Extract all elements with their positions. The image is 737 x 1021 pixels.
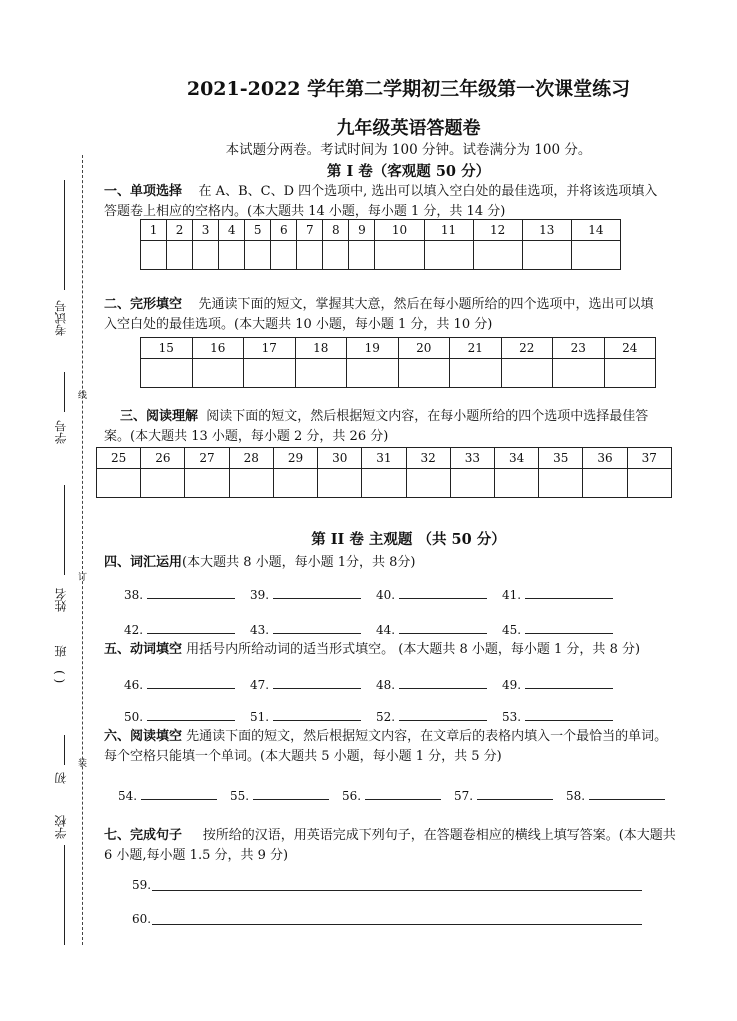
section-4-title: 四、词汇运用 bbox=[104, 555, 183, 570]
binding-dashed-line bbox=[82, 155, 83, 945]
answer-table-3 bbox=[96, 447, 672, 498]
question-number-cell: 26 bbox=[141, 448, 185, 469]
answer-sheet-title: 九年级英语答题卷 bbox=[336, 118, 481, 139]
section-3-instructions bbox=[104, 407, 664, 447]
question-number-cell: 9 bbox=[349, 220, 375, 241]
section-6-title: 六、阅读填空 bbox=[104, 729, 183, 744]
question-number-cell: 3 bbox=[193, 220, 219, 241]
zhuang-char: 装 bbox=[78, 759, 88, 769]
blank-46[interactable]: 46. bbox=[124, 676, 235, 692]
answer-cell[interactable] bbox=[362, 469, 406, 498]
part-two-heading: 第 II 卷 主观题 （共 50 分） bbox=[311, 531, 506, 548]
blank-55[interactable]: 55. bbox=[230, 787, 329, 803]
answer-cell[interactable] bbox=[192, 359, 244, 388]
exam-no-line bbox=[64, 180, 65, 290]
question-number-cell: 18 bbox=[295, 338, 347, 359]
answer-cell[interactable] bbox=[318, 469, 362, 498]
blank-38[interactable]: 38. bbox=[124, 586, 235, 602]
answer-cell[interactable] bbox=[229, 469, 273, 498]
blank-56[interactable]: 56. bbox=[342, 787, 441, 803]
answer-cell[interactable] bbox=[219, 241, 245, 270]
answer-cell[interactable] bbox=[295, 359, 347, 388]
section-6-text: 先通读下面的短文，然后根据短文内容，在文章后的表格内填入一个最恰当的单词。每个空格只能填一个单词。(本大题共 5 小题，每小题 1 分，共 5 分) bbox=[104, 729, 668, 764]
section-2-text: 先通读下面的短文，掌握其大意，然后在每小题所给的四个选项中，选出可以填入空白处的最佳选项。(本大题共 10 小题，每小题 1 分，共 10 分) bbox=[104, 297, 654, 332]
answer-cell[interactable] bbox=[185, 469, 229, 498]
grade-line bbox=[64, 735, 65, 765]
question-number-cell: 30 bbox=[318, 448, 362, 469]
question-number-cell: 23 bbox=[553, 338, 605, 359]
answer-cell[interactable] bbox=[141, 241, 167, 270]
exam-title: 2021-2022 学年第二学期初三年级第一次课堂练习 bbox=[186, 78, 631, 100]
class-paren: ( ) bbox=[52, 670, 66, 684]
question-number-cell: 15 bbox=[141, 338, 193, 359]
question-number-cell: 12 bbox=[473, 220, 522, 241]
answer-cell[interactable] bbox=[627, 469, 671, 498]
line-char: 线 bbox=[78, 391, 88, 401]
question-number-cell: 6 bbox=[271, 220, 297, 241]
question-number-cell: 7 bbox=[297, 220, 323, 241]
blank-51[interactable]: 51. bbox=[250, 708, 361, 724]
question-number-cell: 19 bbox=[347, 338, 399, 359]
answer-cell[interactable] bbox=[424, 241, 473, 270]
question-number-cell: 28 bbox=[229, 448, 273, 469]
answer-cell[interactable] bbox=[273, 469, 317, 498]
exam-info: 本试题分两卷。考试时间为 100 分钟。试卷满分为 100 分。 bbox=[225, 142, 592, 158]
answer-cell[interactable] bbox=[539, 469, 583, 498]
blank-47[interactable]: 47. bbox=[250, 676, 361, 692]
section-1-title: 一、单项选择 bbox=[104, 184, 183, 199]
label-60: 60. bbox=[132, 912, 152, 926]
section-4-text: (本大题共 8 小题，每小题 1分，共 8分) bbox=[182, 555, 416, 570]
blank-53[interactable]: 53. bbox=[502, 708, 613, 724]
question-number-cell: 22 bbox=[501, 338, 553, 359]
question-number-cell: 8 bbox=[323, 220, 349, 241]
part-one-heading: 第 I 卷（客观题 50 分） bbox=[326, 163, 491, 180]
section-5-title: 五、动词填空 bbox=[104, 642, 183, 657]
answer-cell[interactable] bbox=[349, 241, 375, 270]
school-label: 学校 bbox=[54, 815, 68, 839]
answer-cell[interactable] bbox=[141, 359, 193, 388]
exam-no-label: 考试号 bbox=[54, 300, 68, 336]
blank-50[interactable]: 50. bbox=[124, 708, 235, 724]
answer-cell[interactable] bbox=[271, 241, 297, 270]
ding-char: 订 bbox=[78, 573, 88, 583]
question-number-cell: 14 bbox=[571, 220, 620, 241]
question-number-cell: 11 bbox=[424, 220, 473, 241]
question-number-cell: 17 bbox=[244, 338, 296, 359]
answer-table-1 bbox=[140, 219, 621, 270]
blank-41[interactable]: 41. bbox=[502, 586, 613, 602]
blank-43[interactable]: 43. bbox=[250, 621, 361, 637]
blank-58[interactable]: 58. bbox=[566, 787, 665, 803]
blank-45[interactable]: 45. bbox=[502, 621, 613, 637]
name-label: 姓名 bbox=[54, 588, 68, 612]
answer-cell[interactable] bbox=[604, 359, 656, 388]
school-line bbox=[64, 845, 65, 945]
answer-cell[interactable] bbox=[494, 469, 538, 498]
question-number-cell: 2 bbox=[167, 220, 193, 241]
student-no-label: 学号 bbox=[54, 420, 68, 444]
section-2-title: 二、完形填空 bbox=[104, 297, 183, 312]
answer-cell[interactable] bbox=[450, 359, 502, 388]
answer-cell[interactable] bbox=[193, 241, 219, 270]
answer-cell[interactable] bbox=[297, 241, 323, 270]
question-number-cell: 5 bbox=[245, 220, 271, 241]
answer-cell[interactable] bbox=[244, 359, 296, 388]
blank-39[interactable]: 39. bbox=[250, 586, 361, 602]
answer-cell[interactable] bbox=[398, 359, 450, 388]
question-number-cell: 24 bbox=[604, 338, 656, 359]
label-59: 59. bbox=[132, 878, 152, 892]
section-6-instructions bbox=[104, 727, 679, 767]
answer-line-60[interactable] bbox=[152, 924, 642, 925]
answer-cell[interactable] bbox=[553, 359, 605, 388]
class-label: 班 bbox=[54, 645, 68, 657]
question-number-cell: 16 bbox=[192, 338, 244, 359]
question-number-cell: 34 bbox=[494, 448, 538, 469]
answer-cell[interactable] bbox=[97, 469, 141, 498]
question-number-cell: 4 bbox=[219, 220, 245, 241]
blank-57[interactable]: 57. bbox=[454, 787, 553, 803]
section-7-title: 七、完成句子 bbox=[104, 828, 183, 843]
question-number-cell: 29 bbox=[273, 448, 317, 469]
section-3-title: 三、阅读理解 bbox=[120, 409, 199, 424]
blank-44[interactable]: 44. bbox=[376, 621, 487, 637]
section-5-text: 用括号内所给动词的适当形式填空。 (本大题共 8 小题，每小题 1 分，共 8 分) bbox=[186, 642, 641, 657]
grade-label: 初 bbox=[54, 772, 68, 784]
question-number-cell: 10 bbox=[375, 220, 424, 241]
section-7-instructions bbox=[104, 826, 679, 866]
section-7-text: 按所给的汉语，用英语完成下列句子，在答题卷相应的横线上填写答案。(本大题共 6 小题,每小题 1.5 分，共 9 分) bbox=[104, 828, 676, 863]
answer-cell[interactable] bbox=[522, 241, 571, 270]
section-1-text: 在 A、B、C、D 四个选项中, 选出可以填入空白处的最佳选项，并将该选项填入答题卷上相应的空格内。(本大题共 14 小题，每小题 1 分，共 14 分) bbox=[104, 184, 658, 219]
answer-cell[interactable] bbox=[406, 469, 450, 498]
question-number-cell: 27 bbox=[185, 448, 229, 469]
blank-42[interactable]: 42. bbox=[124, 621, 235, 637]
blank-52[interactable]: 52. bbox=[376, 708, 487, 724]
section-2-instructions bbox=[104, 295, 664, 335]
blank-48[interactable]: 48. bbox=[376, 676, 487, 692]
answer-line-59[interactable] bbox=[152, 890, 642, 891]
answer-cell[interactable] bbox=[245, 241, 271, 270]
question-number-cell: 37 bbox=[627, 448, 671, 469]
section-1-instructions bbox=[104, 182, 664, 222]
answer-cell[interactable] bbox=[473, 241, 522, 270]
student-no-line bbox=[64, 372, 65, 412]
blank-54[interactable]: 54. bbox=[118, 787, 217, 803]
question-number-cell: 31 bbox=[362, 448, 406, 469]
answer-cell[interactable] bbox=[347, 359, 399, 388]
blank-49[interactable]: 49. bbox=[502, 676, 613, 692]
answer-cell[interactable] bbox=[583, 469, 627, 498]
question-number-cell: 25 bbox=[97, 448, 141, 469]
name-line bbox=[64, 485, 65, 575]
question-number-cell: 20 bbox=[398, 338, 450, 359]
answer-cell[interactable] bbox=[375, 241, 424, 270]
answer-cell[interactable] bbox=[450, 469, 494, 498]
answer-cell[interactable] bbox=[501, 359, 553, 388]
question-number-cell: 32 bbox=[406, 448, 450, 469]
section-3-text: 阅读下面的短文，然后根据短文内容，在每小题所给的四个选项中选择最佳答案。(本大题共 13 小题，每小题 2 分，共 26 分) bbox=[104, 409, 649, 444]
question-number-cell: 36 bbox=[583, 448, 627, 469]
answer-table-2 bbox=[140, 337, 656, 388]
section-4-instructions bbox=[104, 553, 664, 573]
answer-cell[interactable] bbox=[167, 241, 193, 270]
question-number-cell: 13 bbox=[522, 220, 571, 241]
question-number-cell: 1 bbox=[141, 220, 167, 241]
answer-cell[interactable] bbox=[571, 241, 620, 270]
question-number-cell: 35 bbox=[539, 448, 583, 469]
blank-40[interactable]: 40. bbox=[376, 586, 487, 602]
question-number-cell: 33 bbox=[450, 448, 494, 469]
answer-cell[interactable] bbox=[323, 241, 349, 270]
question-number-cell: 21 bbox=[450, 338, 502, 359]
section-5-instructions bbox=[104, 640, 694, 660]
answer-cell[interactable] bbox=[141, 469, 185, 498]
